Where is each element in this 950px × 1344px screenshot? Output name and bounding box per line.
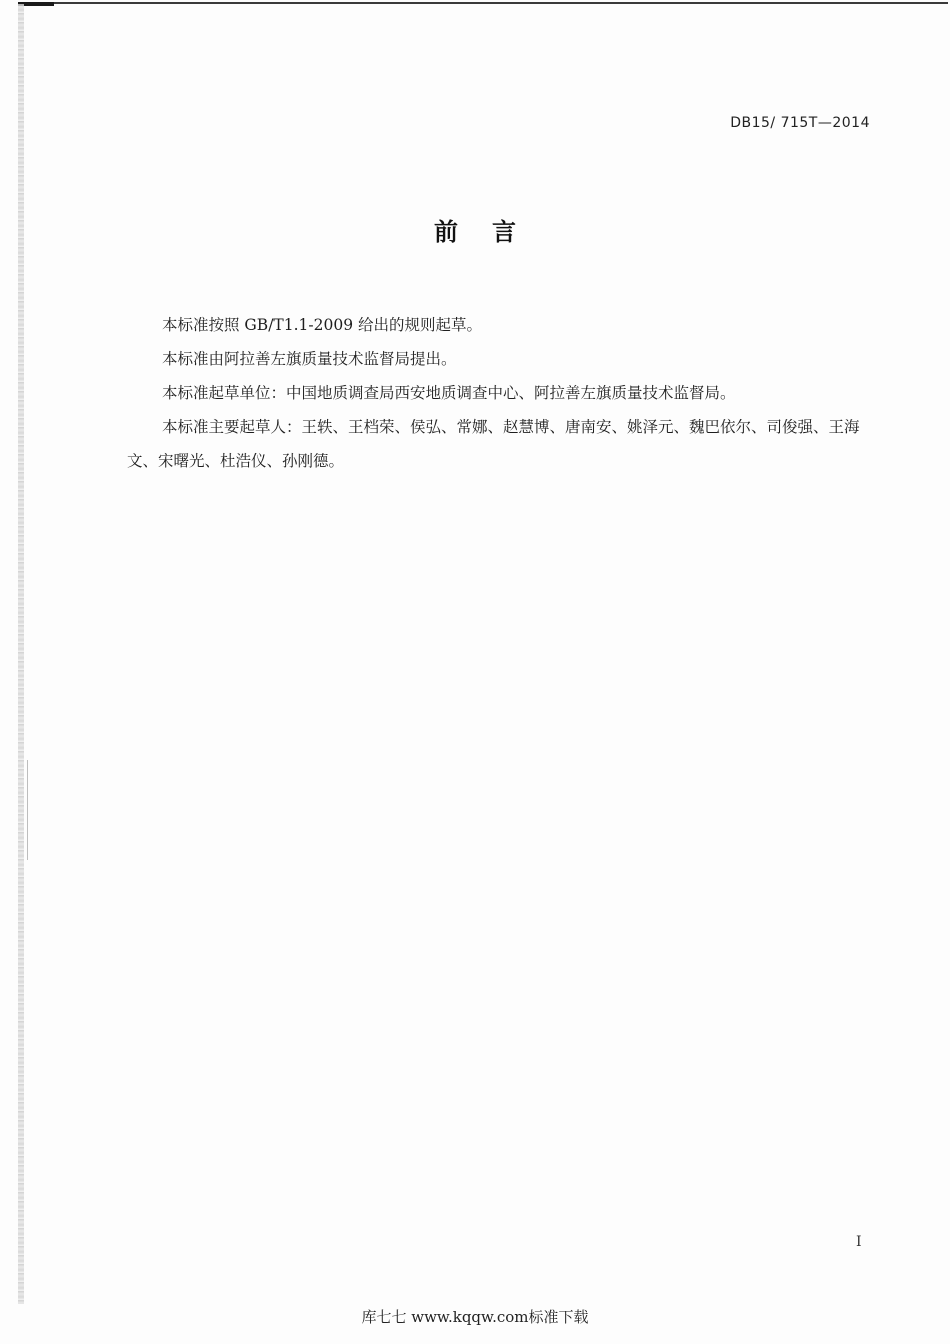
- page-title-char-2: 言: [492, 218, 516, 246]
- paragraph-drafting-units: 本标准起草单位：中国地质调查局西安地质调查中心、阿拉善左旗质量技术监督局。: [162, 384, 736, 402]
- scan-top-border: [18, 2, 948, 4]
- paragraph-proposer: 本标准由阿拉善左旗质量技术监督局提出。: [162, 350, 457, 368]
- scan-binding-edge: [18, 4, 24, 1304]
- foreword-body: [127, 308, 887, 478]
- paragraph-drafting-rules: 本标准按照 GB/T1.1-2009 给出的规则起草。: [162, 316, 483, 334]
- footer-watermark: 库七七 www.kqqw.com标准下载: [361, 1308, 589, 1326]
- paragraph-drafters: 本标准主要起草人：王轶、王档荣、侯弘、常娜、赵慧博、唐南安、姚泽元、魏巴依尔、司俊强、王海文、宋曙光、杜浩仪、孙刚德。: [127, 418, 860, 470]
- page-number: I: [856, 1234, 862, 1250]
- scan-edge-mark: [27, 760, 28, 860]
- page-title-char-1: 前: [434, 218, 458, 246]
- document-code: DB15/ 715T—2014: [730, 115, 870, 131]
- page-title: [0, 212, 950, 247]
